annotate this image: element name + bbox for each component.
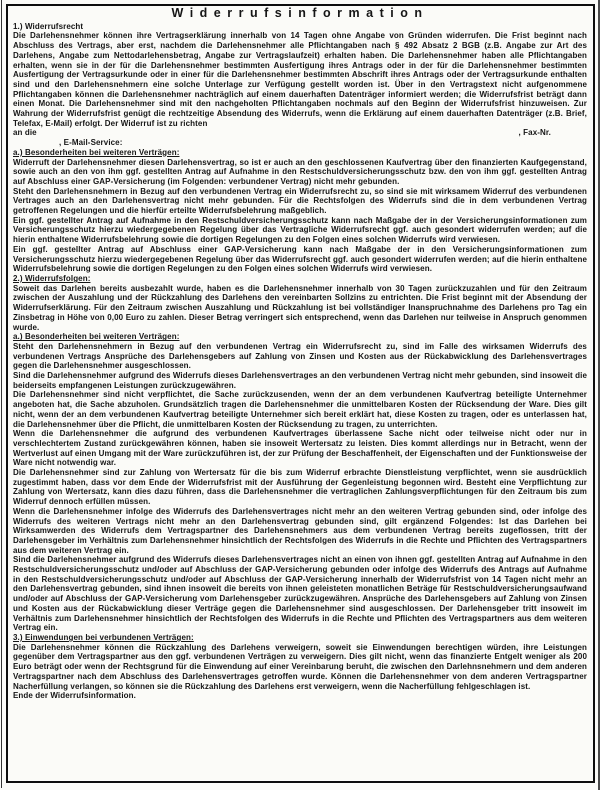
doc-heading: a.) Besonderheiten bei weiteren Verträgen: [13,147,180,157]
doc-paragraph: Widerruft der Darlehensnehmer diesen Darlehensvertrag, so ist er auch an den geschlossenen Kaufvertrag über den finanzierten Kaufgegenstand, sowie auch an den von ihm ggf. gestellten Antrag auf Aufnahme in den Restschuldversicherungsschutz bzw. den von ihm ggf. gestellten Antrag auf Abschluss einer GAP-Versicherung (im Folgenden: verbundener Vertrag) nicht mehr gebunden. [13,157,587,186]
doc-heading: 3.) Einwendungen bei verbundenen Verträgen: [13,633,194,642]
doc-paragraph: Sind die Darlehensnehmer aufgrund des Widerrufs dieses Darlehensvertrages nicht an einen von ihnen ggf. gestellten Antrag auf Aufnahme in den Restschuldversicherungsschutz und/oder auf Abschluss der GAP-Versicherung gebunden oder infolge des Widerrufs des Antrags auf Aufnahme in den Restschuldversicherungsschutz und/oder auf Abschluss der GAP-Versicherung innerhalb der Widerrufsfrist von 14 Tagen nicht mehr an den Darlehensvertrag gebunden, sind ihnen insoweit die bereits von ihnen geleisteten monatlichen Beträge für Restschuldversicherungsaufwand und/oder auf Abschluss der GAP-Versicherung vom Darlehensgeber zurückzugewähren. Ansprüche des Darlehensgebers auf Zahlung von Zinsen und Kosten aus der Rückabwicklung dieser Verträge gegen die Darlehensnehmer sind ausgeschlossen. Der Darlehensgeber tritt insoweit im Verhältnis zum Darlehensnehmer hinsichtlich der Rechtsfolgen des Widerrufs in die Rechte und Pflichten des Vertragspartners aus dem weiteren Vertrag ein. [13,555,587,633]
doc-paragraph: Die Darlehensnehmer können die Rückzahlung des Darlehens verweigern, soweit sie Einwendungen berechtigen würden, ihre Leistungen gegenüber dem Vertragspartner aus den ggf. verbundenen Verträgen zu verweigern. Dies gilt nicht, wenn das finanzierte Entgelt weniger als 200 Euro beträgt oder wenn der Rechtsgrund für die Einwendung auf einer Vereinbarung beruht, die zwischen den Darlehnsnehmern und dem anderen Vertragspartner nach dem Abschluss des Darlehensvertrages getroffen wurde. Können die Darlehensnehmer von dem anderen Vertragspartner Nacherfüllung verlangen, so können sie die Rückzahlung des Darlehens erst verweigern, wenn die Nacherfüllung fehlgeschlagen ist. [13,642,587,691]
doc-paragraph: Soweit das Darlehen bereits ausbezahlt wurde, haben es die Darlehensnehmer innerhalb von 30 Tagen zurückzuzahlen und für den Zeitraum zwischen der Auszahlung und der Rückzahlung des Darlehens den vereinbarten Sollzins zu entrichten. Die Frist beginnt mit der Absendung der Widerrufserklärung. Für den Zeitraum zwischen Auszahlung und Rückzahlung ist bei vollständiger Inanspruchnahme des Darlehens pro Tag ein Zinsbetrag in Höhe von 0,00 Euro zu zahlen. Dieser Betrag verringert sich entsprechend, wenn das Darlehen nur teilweise in Anspruch genommen wurde. [13,283,587,332]
doc-heading: a.) Besonderheiten bei weiteren Verträgen: [13,332,180,342]
recipient-fax-line [13,128,587,138]
document-blocks [13,22,587,701]
doc-paragraph: Die Darlehensnehmer können ihre Vertragserklärung innerhalb von 14 Tagen ohne Angabe von Gründen widerrufen. Die Frist beginnt nach Abschluss des Vertrags, aber erst, nachdem die Darlehensnehmer alle Pflichtangaben nach § 492 Absatz 2 BGB (z.B. Angabe zur Art des Darlehens, Angabe zum Nettodarlehensbetrag, Angabe zur Vertragslaufzeit) erhalten haben. Die Darlehensnehmer haben alle Pflichtangaben erhalten, wenn sie in der für die Darlehensnehmer bestimmten Ausfertigung ihres Antrags oder in der für die Darlehensnehmer bestimmten Ausfertigung der Vertragsurkunde oder in einer für die Darlehensnehmer bestimmten Abschrift ihres Antrags oder der Vertragsurkunde enthalten sind und den Darlehensnehmern eine solche Unterlage zur Verfügung gestellt worden ist. Über in den Vertragstext nicht aufgenommene Pflichtangaben können die Darlehensnehmer nachträglich auf einem dauerhaften Datenträger informiert werden; die Widerrufsfrist beträgt dann einen Monat. Die Darlehensnehmer sind mit den nachgeholten Pflichtangaben nochmals auf den Beginn der Widerrufsfrist hinzuweisen. Zur Wahrung der Widerrufsfrist genügt die rechtzeitige Absendung des Widerrufs, wenn die Erklärung auf einem dauerhaften Datenträger (z.B. Brief, Telefax, E-Mail) erfolgt. Der Widerruf ist zu richten [13,31,587,128]
document-frame [6,4,595,783]
recipient-prefix: an die [13,128,37,138]
doc-paragraph: Die Darlehensnehmer sind nicht verpflichtet, die Sache zurückzusenden, wenn der an dem verbundenen Kaufvertrag beteiligte Unternehmer angeboten hat, die Sache abzuholen. Grundsätzlich tragen die Darlehensnehmer die unmittelbaren Kosten der Rücksendung der Ware. Dies gilt nicht, wenn der an dem verbundenen Kaufvertrag beteiligte Unternehmer sich bereit erklärt hat, diese Kosten zu tragen, oder es unterlassen hat, die Darlehensnehmer über die Pflicht, die unmittelbaren Kosten der Rücksendung zu tragen, zu unterrichten. [13,390,587,429]
doc-heading: 2.) Widerrufsfolgen: [13,273,91,283]
fax-number-label: , Fax-Nr. [518,128,551,138]
doc-paragraph: Die Darlehensnehmer sind zur Zahlung von Wertersatz für die bis zum Widerruf erbrachte Dienstleistung verpflichtet, wenn sie ausdrücklich zugestimmt haben, dass vor dem Ende der Widerrufsfrist mit der Ausführung der Gegenleistung begonnen wird. Besteht eine Verpflichtung zur Zahlung von Wertersatz, kann dies dazu führen, dass die Darlehensnehmer die vertraglichen Zahlungsverpflichtungen für den Zeitraum bis zum Widerruf dennoch erfüllen müssen. [13,468,587,507]
doc-paragraph: Ende der Widerrufsinformation. [13,691,136,701]
doc-paragraph: Steht den Darlehensnehmern in Bezug auf den verbundenen Vertrag ein Widerrufsrecht zu, sind im Falle des wirksamen Widerrufs des verbundenen Vertrags Ansprüche des Darlehensgebers auf Zahlung von Zinsen und Kosten aus der Rückabwicklung des Darlehensvertrages gegen die Darlehensnehmer ausgeschlossen. [13,341,587,371]
doc-paragraph: Wenn die Darlehensnehmer infolge des Widerrufs des Darlehensvertrages nicht mehr an den weiteren Vertrag gebunden sind, oder infolge des Widerrufs des weiteren Vertrags nicht mehr an den Darlehensvertrag gebunden sind, gilt ergänzend Folgendes: Ist das Darlehen bei Wirksamwerden des Widerrufs dem Vertragspartner des Darlehensnehmers aus dem verbundenen Vertrag bereits zugeflossen, tritt der Darlehensgeber im Verhältnis zum Darlehensnehmer hinsichtlich der Rechtsfolgen des Widerrufs in die Rechte und Pflichten des Vertragspartners aus dem weiteren Vertrag ein. [13,506,587,555]
doc-heading: 1.) Widerrufsrecht [13,21,84,31]
doc-paragraph: Steht den Darlehensnehmern in Bezug auf den verbundenen Vertrag ein Widerrufsrecht zu, so sind sie mit wirksamem Widerruf des verbundenen Vertrages auch an den Darlehensvertrag nicht mehr gebunden. Für die Rechtsfolgen des Widerrufs sind die in dem verbundenen Vertrag getroffenen Regelungen und die hierfür erteilte Widerrufsbelehrung maßgeblich. [13,186,587,216]
email-service-line: , E-Mail-Service: [59,138,123,148]
doc-paragraph: Ein ggf. gestellter Antrag auf Abschluss einer GAP-Versicherung kann nach Maßgabe der in den Versicherungsinformationen zum Versicherungsschutz hierzu wiedergegebenen Regelung über das Widerrufsrecht ggf. auch gesondert widerrufen werden; auf die hierin enthaltene Widerrufsbelehrung sowie die dortigen Regelungen zu den Folgen eines solchen Widerrufs wird verwiesen. [13,244,587,274]
scan-edge-left [1,0,2,788]
doc-paragraph: Ein ggf. gestellter Antrag auf Aufnahme in den Restschuldversicherungsschutz kann nach Maßgabe der in der Versicherungsinformationen zum Versicherungsschutz hierzu wiedergegebenen Regelung über das Vertragliche Widerrufsrecht ggf. auch gesondert widerrufen werden; auf die hierin enthaltene Widerrufsbelehrung sowie die dortigen Regelungen zu den Folgen eines solchen Widerrufs wird verwiesen. [13,215,587,245]
document-body [13,6,587,701]
doc-paragraph: Sind die Darlehensnehmer aufgrund des Widerrufs dieses Darlehensvertrages an den verbundenen Vertrag nicht mehr gebunden, sind insoweit die beiderseits empfangenen Leistungen zurückzugewähren. [13,371,587,390]
doc-paragraph: Wenn die Darlehensnehmer die aufgrund des verbundenen Kaufvertrages überlassene Sache nicht oder teilweise nicht oder nur in verschlechtertem Zustand zurückgewähren können, haben sie insoweit Wertersatz zu leisten. Dies kommt allerdings nur in Betracht, wenn der Wertverlust auf einen Umgang mit der Ware zurückzuführen ist, der zur Prüfung der Beschaffenheit, der Eigenschaften und der Funktionsweise der Ware nicht notwendig war. [13,429,587,468]
page-title: Widerrufsinformation [171,6,429,20]
